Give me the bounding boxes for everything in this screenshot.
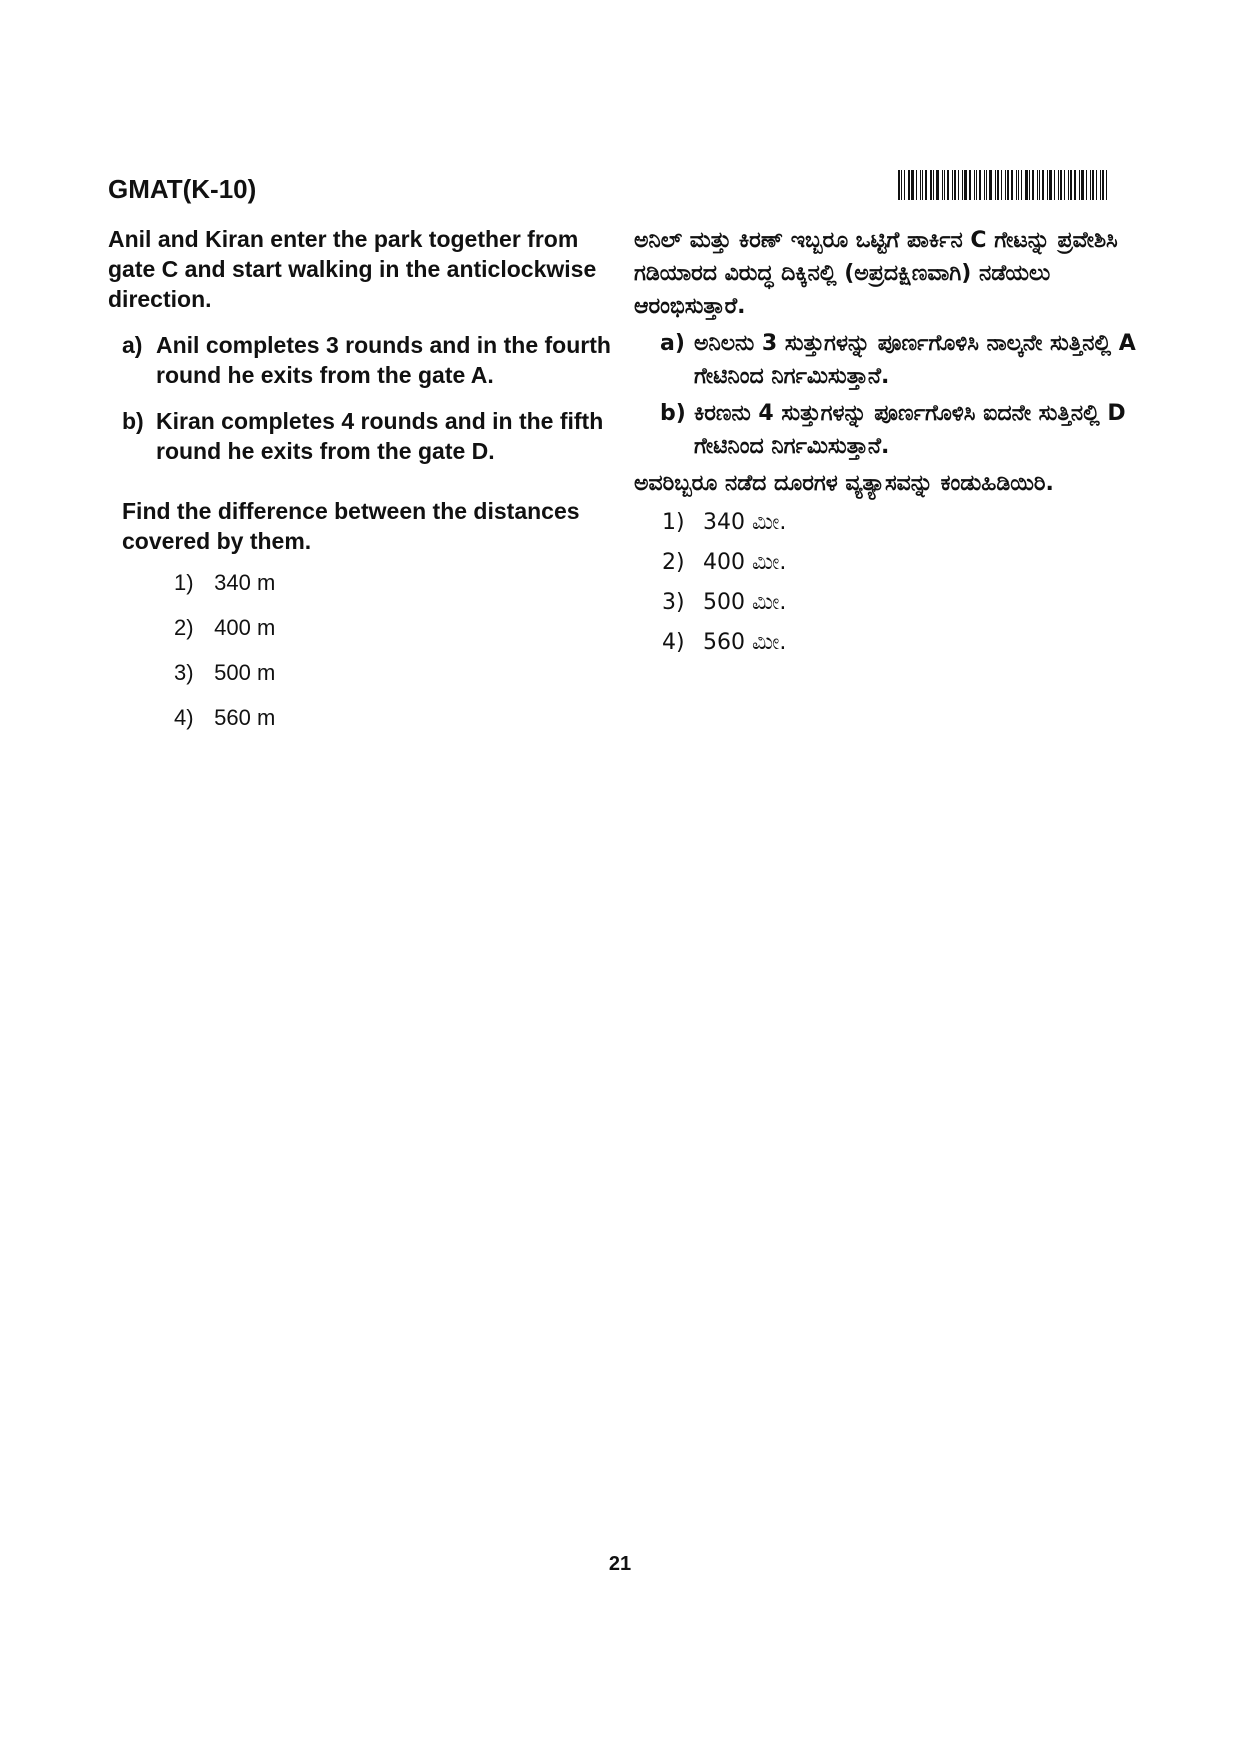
barcode-bar xyxy=(1096,170,1097,200)
barcode-bar xyxy=(984,170,985,200)
barcode-bar xyxy=(1060,170,1062,200)
part-a-en xyxy=(108,330,612,390)
part-b-kn xyxy=(634,397,1146,463)
part-a-kn xyxy=(634,327,1146,393)
barcode-bar xyxy=(911,170,914,200)
part-b-en xyxy=(108,406,612,466)
option-number: 3) xyxy=(662,590,685,615)
option-text: 500 m xyxy=(214,660,276,685)
barcode-bar xyxy=(1081,170,1084,200)
option-number: 1) xyxy=(174,570,194,595)
barcode-bar xyxy=(962,170,963,200)
barcode-bar xyxy=(1047,170,1048,200)
option-number: 4) xyxy=(662,630,685,655)
barcode-bar xyxy=(976,170,977,200)
barcode-bar xyxy=(925,170,927,200)
barcode-bar xyxy=(1037,170,1038,200)
barcode-bar xyxy=(904,170,905,200)
part-label: b) xyxy=(122,408,144,434)
barcode-bar xyxy=(1074,170,1076,200)
option-text: 400 m xyxy=(214,615,276,640)
barcode-bar xyxy=(964,170,967,200)
kannada-column xyxy=(634,224,1146,670)
barcode-bar xyxy=(1054,170,1055,200)
barcode-bar xyxy=(922,170,923,200)
barcode-bar xyxy=(1070,170,1072,200)
barcode-bar xyxy=(1090,170,1091,200)
barcode-bar xyxy=(1016,170,1017,200)
barcode-bar xyxy=(954,170,956,200)
barcode-bar xyxy=(989,170,992,200)
barcode-bar xyxy=(901,170,902,200)
part-text: Kiran completes 4 rounds and in the fifth round he exits from the gate D. xyxy=(156,408,604,464)
option-text: 340 ಮೀ. xyxy=(703,510,787,535)
page-number: 21 xyxy=(608,1553,632,1575)
barcode-bar xyxy=(1079,170,1080,200)
question-ask-kn: ಅವರಿಬ್ಬರೂ ನಡೆದ ದೂರಗಳ ವ್ಯತ್ಯಾಸವನ್ನು ಕಂಡುಹಿಡಿಯಿರಿ. xyxy=(634,471,1054,496)
barcode-bar xyxy=(1102,170,1104,200)
part-text: ಕಿರಣನು 4 ಸುತ್ತುಗಳನ್ನು ಪೂರ್ಣಗೊಳಿಸಿ ಐದನೇ ಸುತ್ತಿನಲ್ಲಿ D ಗೇಟಿನಿಂದ ನಿರ್ಗಮಿಸುತ್ತಾನೆ. xyxy=(694,401,1126,459)
barcode-bar xyxy=(1025,170,1028,200)
barcode-bar xyxy=(898,170,900,200)
header-code: GMAT(K-10) xyxy=(108,174,257,204)
option-number: 2) xyxy=(662,550,685,575)
english-column xyxy=(108,224,612,750)
barcode-bar xyxy=(1032,170,1034,200)
barcode-bar xyxy=(1005,170,1006,200)
barcode-bar xyxy=(997,170,999,200)
part-text: Anil completes 3 rounds and in the fourth round he exits from the gate A. xyxy=(156,332,611,388)
barcode-bar xyxy=(958,170,959,200)
option-number: 4) xyxy=(174,705,194,730)
part-label: a) xyxy=(660,331,685,356)
option-number: 3) xyxy=(174,660,194,685)
barcode-bar xyxy=(933,170,934,200)
options-en xyxy=(108,570,612,731)
option-3-en xyxy=(174,660,612,686)
barcode-bar xyxy=(1049,170,1052,200)
barcode-bar xyxy=(974,170,975,200)
barcode-bar xyxy=(969,170,971,200)
options-kn xyxy=(634,510,1146,656)
barcode-bar xyxy=(1039,170,1040,200)
barcode-bar xyxy=(916,170,917,200)
option-1-kn xyxy=(662,510,1146,536)
barcode-bar xyxy=(1042,170,1044,200)
barcode-bar xyxy=(979,170,981,200)
option-text: 340 m xyxy=(214,570,276,595)
barcode-bar xyxy=(920,170,921,200)
option-4-kn xyxy=(662,630,1146,656)
barcode-bar xyxy=(1068,170,1069,200)
option-4-en xyxy=(174,705,612,731)
barcode-bar xyxy=(942,170,943,200)
option-text: 560 m xyxy=(214,705,276,730)
option-number: 1) xyxy=(662,510,685,535)
barcode-bar xyxy=(1100,170,1101,200)
barcode-bar xyxy=(947,170,949,200)
barcode-bar xyxy=(1106,170,1107,200)
option-3-kn xyxy=(662,590,1146,616)
barcode-bar xyxy=(1018,170,1019,200)
option-2-en xyxy=(174,615,612,641)
barcode-bar xyxy=(1064,170,1065,200)
option-text: 560 ಮೀ. xyxy=(703,630,787,655)
barcode-bar xyxy=(952,170,953,200)
part-label: b) xyxy=(660,401,686,426)
question-stem-kn: ಅನಿಲ್ ಮತ್ತು ಕಿರಣ್ ಇಬ್ಬರೂ ಒಟ್ಟಿಗೆ ಪಾರ್ಕಿನ C ಗೇಟನ್ನು ಪ್ರವೇಶಿಸಿ ಗಡಿಯಾರದ ವಿರುದ್ಧ ದಿಕ್ಕಿನಲ್ಲಿ (ಅಪ್ರದಕ್ಷಿಣವಾಗಿ) ನಡೆಯಲು ಆರಂಭಿಸುತ್ತಾರೆ. xyxy=(634,228,1118,319)
barcode-bar xyxy=(930,170,932,200)
part-text: ಅನಿಲನು 3 ಸುತ್ತುಗಳನ್ನು ಪೂರ್ಣಗೊಳಿಸಿ ನಾಲ್ಕನೇ ಸುತ್ತಿನಲ್ಲಿ A ಗೇಟಿನಿಂದ ನಿರ್ಗಮಿಸುತ್ತಾನೆ. xyxy=(694,331,1136,389)
barcode-bar xyxy=(1011,170,1013,200)
barcode-bar xyxy=(936,170,939,200)
option-1-en xyxy=(174,570,612,596)
part-label: a) xyxy=(122,332,143,358)
barcode-icon xyxy=(898,170,1110,200)
barcode-bar xyxy=(1007,170,1009,200)
question-ask-en: Find the difference between the distances covered by them. xyxy=(122,498,580,554)
barcode-bar xyxy=(986,170,987,200)
option-text: 400 ಮೀ. xyxy=(703,550,787,575)
barcode-bar xyxy=(1086,170,1087,200)
option-2-kn xyxy=(662,550,1146,576)
option-text: 500 ಮೀ. xyxy=(703,590,787,615)
barcode-bar xyxy=(1058,170,1059,200)
barcode-bar xyxy=(1092,170,1094,200)
barcode-bar xyxy=(908,170,910,200)
barcode-bar xyxy=(944,170,945,200)
barcode-bar xyxy=(1001,170,1002,200)
barcode-bar xyxy=(995,170,996,200)
barcode-bar xyxy=(1021,170,1022,200)
barcode-bar xyxy=(1029,170,1030,200)
option-number: 2) xyxy=(174,615,194,640)
question-stem-en: Anil and Kiran enter the park together from gate C and start walking in the anticlockwise direction. xyxy=(108,226,597,312)
